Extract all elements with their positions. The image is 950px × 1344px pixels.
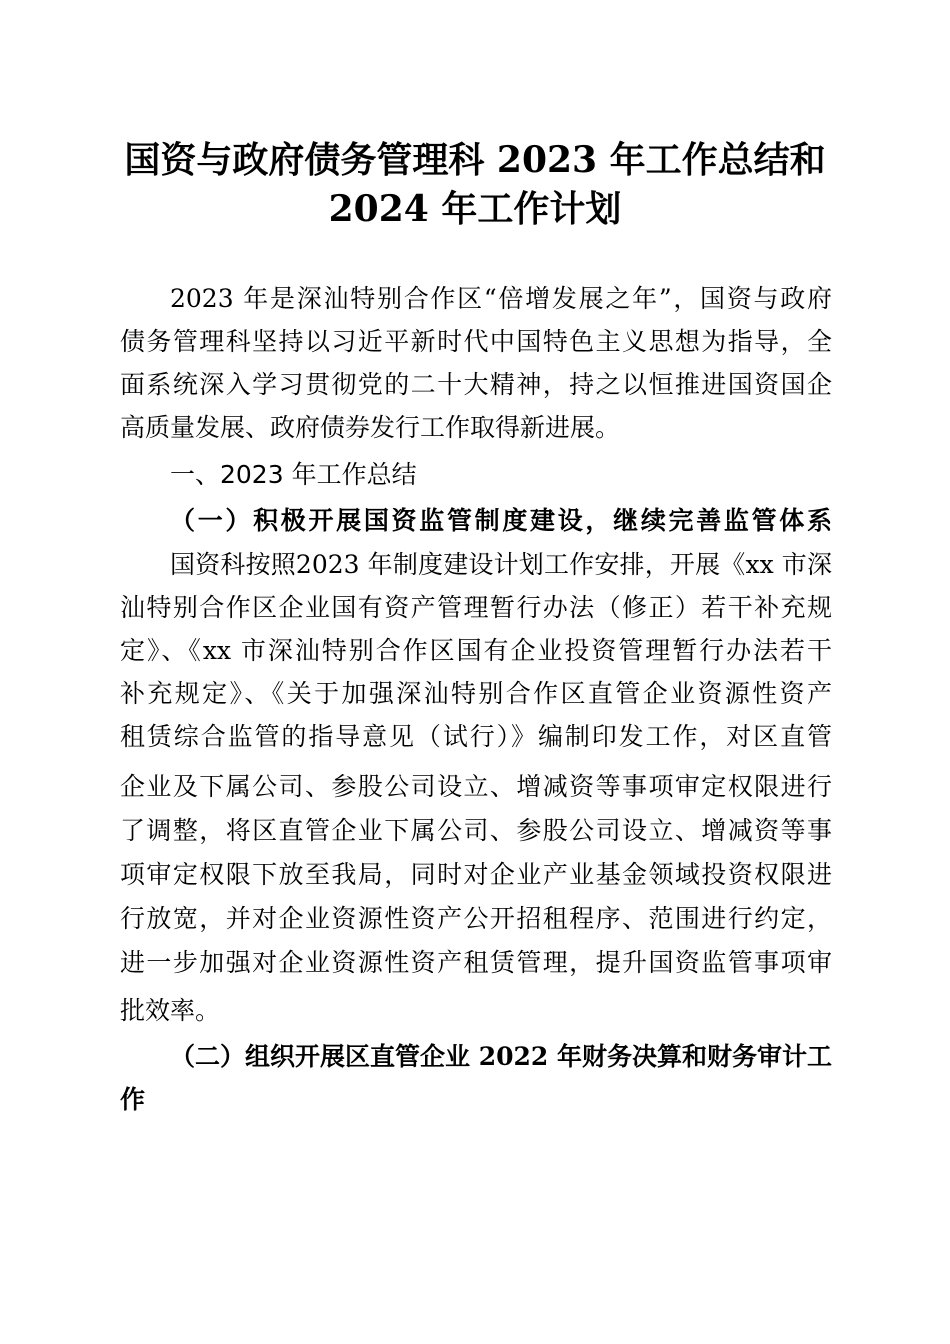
subsection-1-line-2: 汕特别合作区企业国有资产管理暂行办法（修正）若干补充规 [120, 593, 832, 622]
document-title-line-2: 2024 年工作计划 [328, 188, 622, 230]
subsection-1-line-4: 补充规定》、《关于加强深汕特别合作区直管企业资源性资产 [120, 679, 832, 708]
intro-line-1: 2023 年是深汕特别合作区“倍增发展之年”，国资与政府 [170, 284, 832, 313]
subsection-2-heading-line-2: 作 [120, 1085, 146, 1114]
subsection-1-line-3: 定》、《xx 市深汕特别合作区国有企业投资管理暂行办法若干 [120, 636, 832, 665]
intro-line-2: 债务管理科坚持以习近平新时代中国特色主义思想为指导，全 [120, 327, 832, 356]
subsection-1-line-9: 行放宽，并对企业资源性资产公开招租程序、范围进行约定， [120, 904, 832, 933]
subsection-1-line-6: 企业及下属公司、参股公司设立、增减资等事项审定权限进行 [120, 772, 832, 801]
subsection-1-line-11: 批效率。 [120, 996, 221, 1025]
intro-line-4: 高质量发展、政府债券发行工作取得新进展。 [120, 413, 621, 442]
subsection-1-line-1: 国资科按照2023 年制度建设计划工作安排，开展《xx 市深 [170, 550, 832, 579]
subsection-1-line-10: 进一步加强对企业资源性资产租赁管理，提升国资监管事项审 [120, 948, 832, 977]
intro-line-3: 面系统深入学习贯彻党的二十大精神，持之以恒推进国资国企 [120, 370, 832, 399]
section-1-heading: 一、2023 年工作总结 [170, 460, 417, 489]
subsection-1-heading: （一）积极开展国资监管制度建设，继续完善监管体系 [170, 506, 832, 535]
subsection-1-line-5: 租赁综合监管的指导意见（试行）》编制印发工作，对区直管 [120, 722, 832, 751]
subsection-1-line-8: 项审定权限下放至我局，同时对企业产业基金领域投资权限进 [120, 860, 832, 889]
document-title-line-1: 国资与政府债务管理科 2023 年工作总结和 [124, 139, 826, 181]
subsection-1-line-7: 了调整，将区直管企业下属公司、参股公司设立、增减资等事 [120, 816, 832, 845]
subsection-2-heading-line-1: （二）组织开展区直管企业 2022 年财务决算和财务审计工 [170, 1042, 832, 1071]
